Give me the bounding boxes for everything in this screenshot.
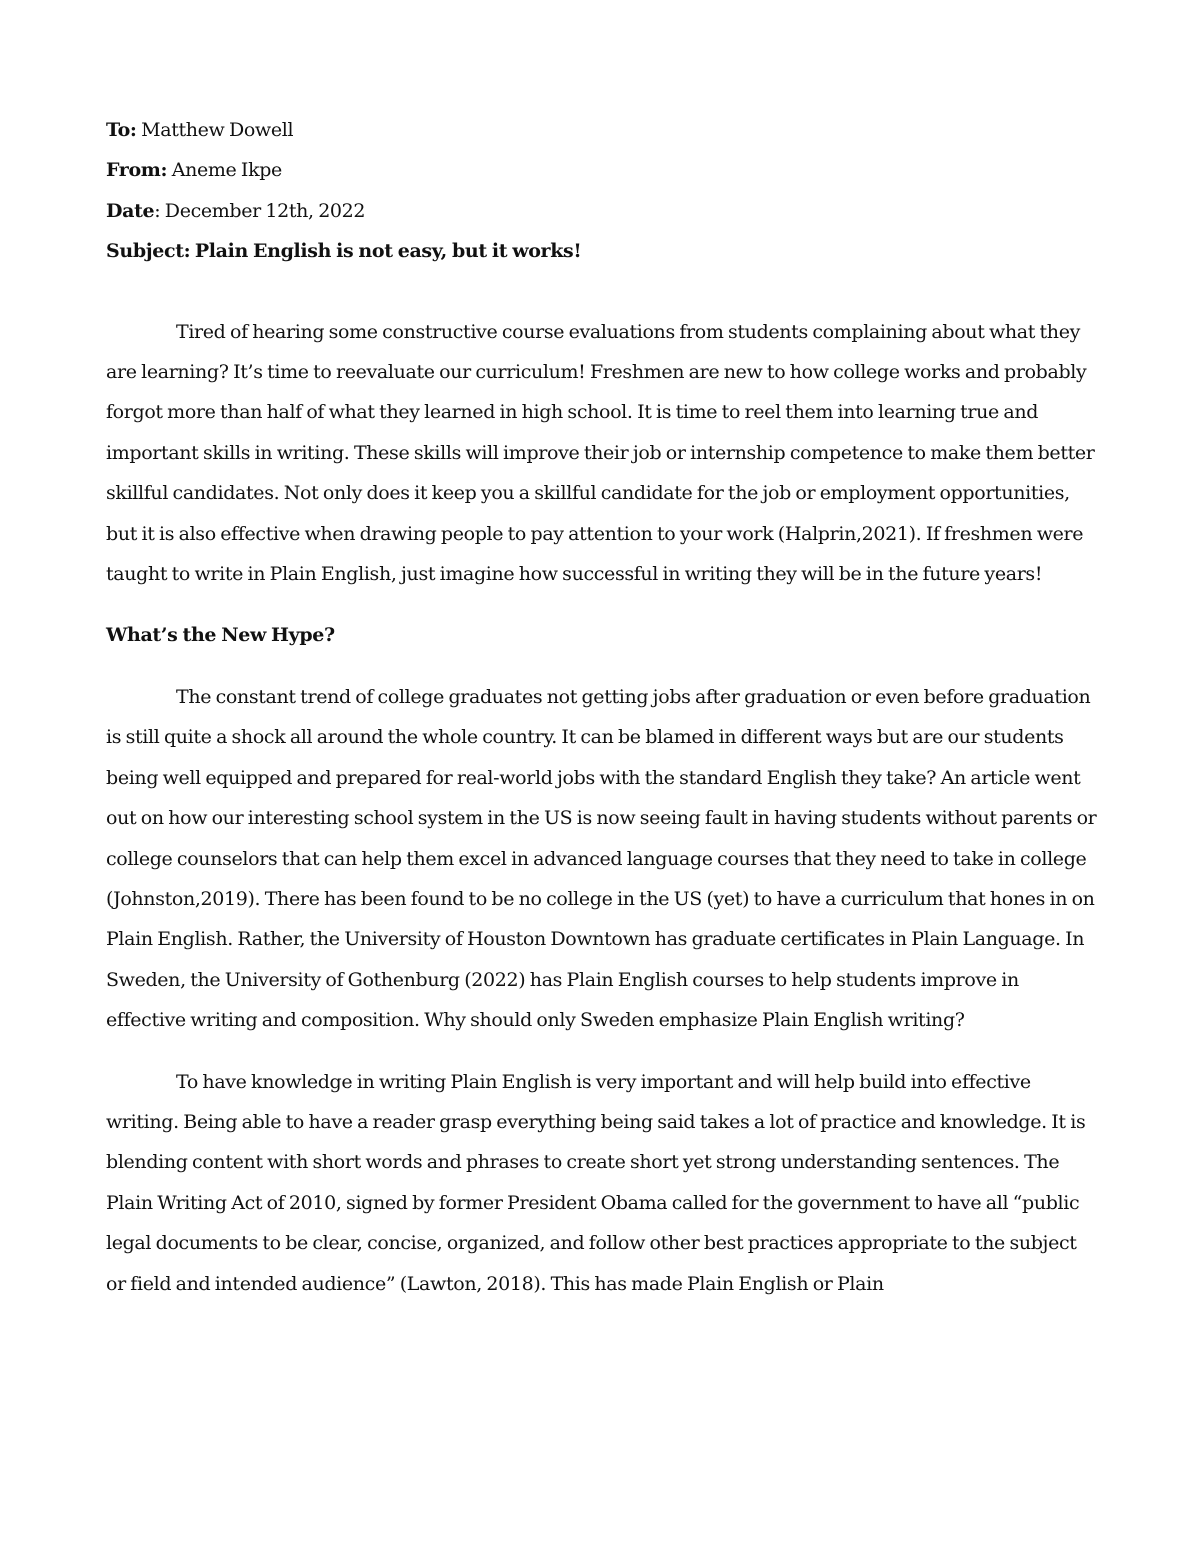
memo-date-label: Date [106, 199, 155, 222]
section-heading: What’s the New Hype? [106, 624, 335, 647]
memo-to-value: Matthew Dowell [141, 119, 294, 141]
body-paragraph-3: To have knowledge in writing Plain English is very important and will help build into effective writing. Being able to have a reader grasp everything being said takes a lot of practice and knowledge. It is blending content with short words and phrases to create short yet strong understanding sentences. The Plain Writing Act of 2010, signed by former President Obama called for the government to have all “public legal documents to be clear, concise, organized, and follow other best practices appropriate to the subject or field and intended audience” (Lawton, 2018). This has made Plain English or Plain [106, 1070, 1086, 1295]
memo-from-line [106, 150, 1098, 190]
memo-to-label: To: [106, 119, 137, 141]
body-paragraph-2: The constant trend of college graduates not getting jobs after graduation or even before graduation is still quite a shock all around the whole country. It can be blamed in different ways but are our students being well equipped and prepared for real-world jobs with the standard English they take? An article went out on how our interesting school system in the US is now seeing fault in having students without parents or college counselors that can help them excel in advanced language courses that they need to take in college (Johnston,2019). There has been found to be no college in the US (yet) to have a curriculum that hones in on Plain English. Rather, the University of Houston Downtown has graduate certificates in Plain Language. In Sweden, the University of Gothenburg (2022) has Plain English courses to help students improve in effective writing and composition. Why should only Sweden emphasize Plain English writing? [106, 685, 1097, 1032]
memo-subject-line [106, 231, 1098, 271]
memo-date-line [106, 191, 1098, 231]
memo-content [106, 110, 1098, 1325]
body-paragraph-1: Tired of hearing some constructive course evaluations from students complaining about what they are learning? It’s time to reevaluate our curriculum! Freshmen are new to how college works and probably forgot more than half of what they learned in high school. It is time to reel them into learning true and important skills in writing. These skills will improve their job or internship competence to make them better skillful candidates. Not only does it keep you a skillful candidate for the job or employment opportunities, but it is also effective when drawing people to pay attention to your work (Halprin,2021). If freshmen were taught to write in Plain English, just imagine how successful in writing they will be in the future years! [106, 320, 1095, 586]
memo-to-line [106, 110, 1098, 150]
memo-date-value: : December 12th, 2022 [154, 199, 366, 222]
memo-subject-label: Subject: [106, 240, 191, 263]
memo-subject-value: Plain English is not easy, but it works! [194, 240, 582, 263]
memo-from-value: Aneme Ikpe [171, 159, 282, 182]
memo-from-label: From: [106, 159, 168, 182]
